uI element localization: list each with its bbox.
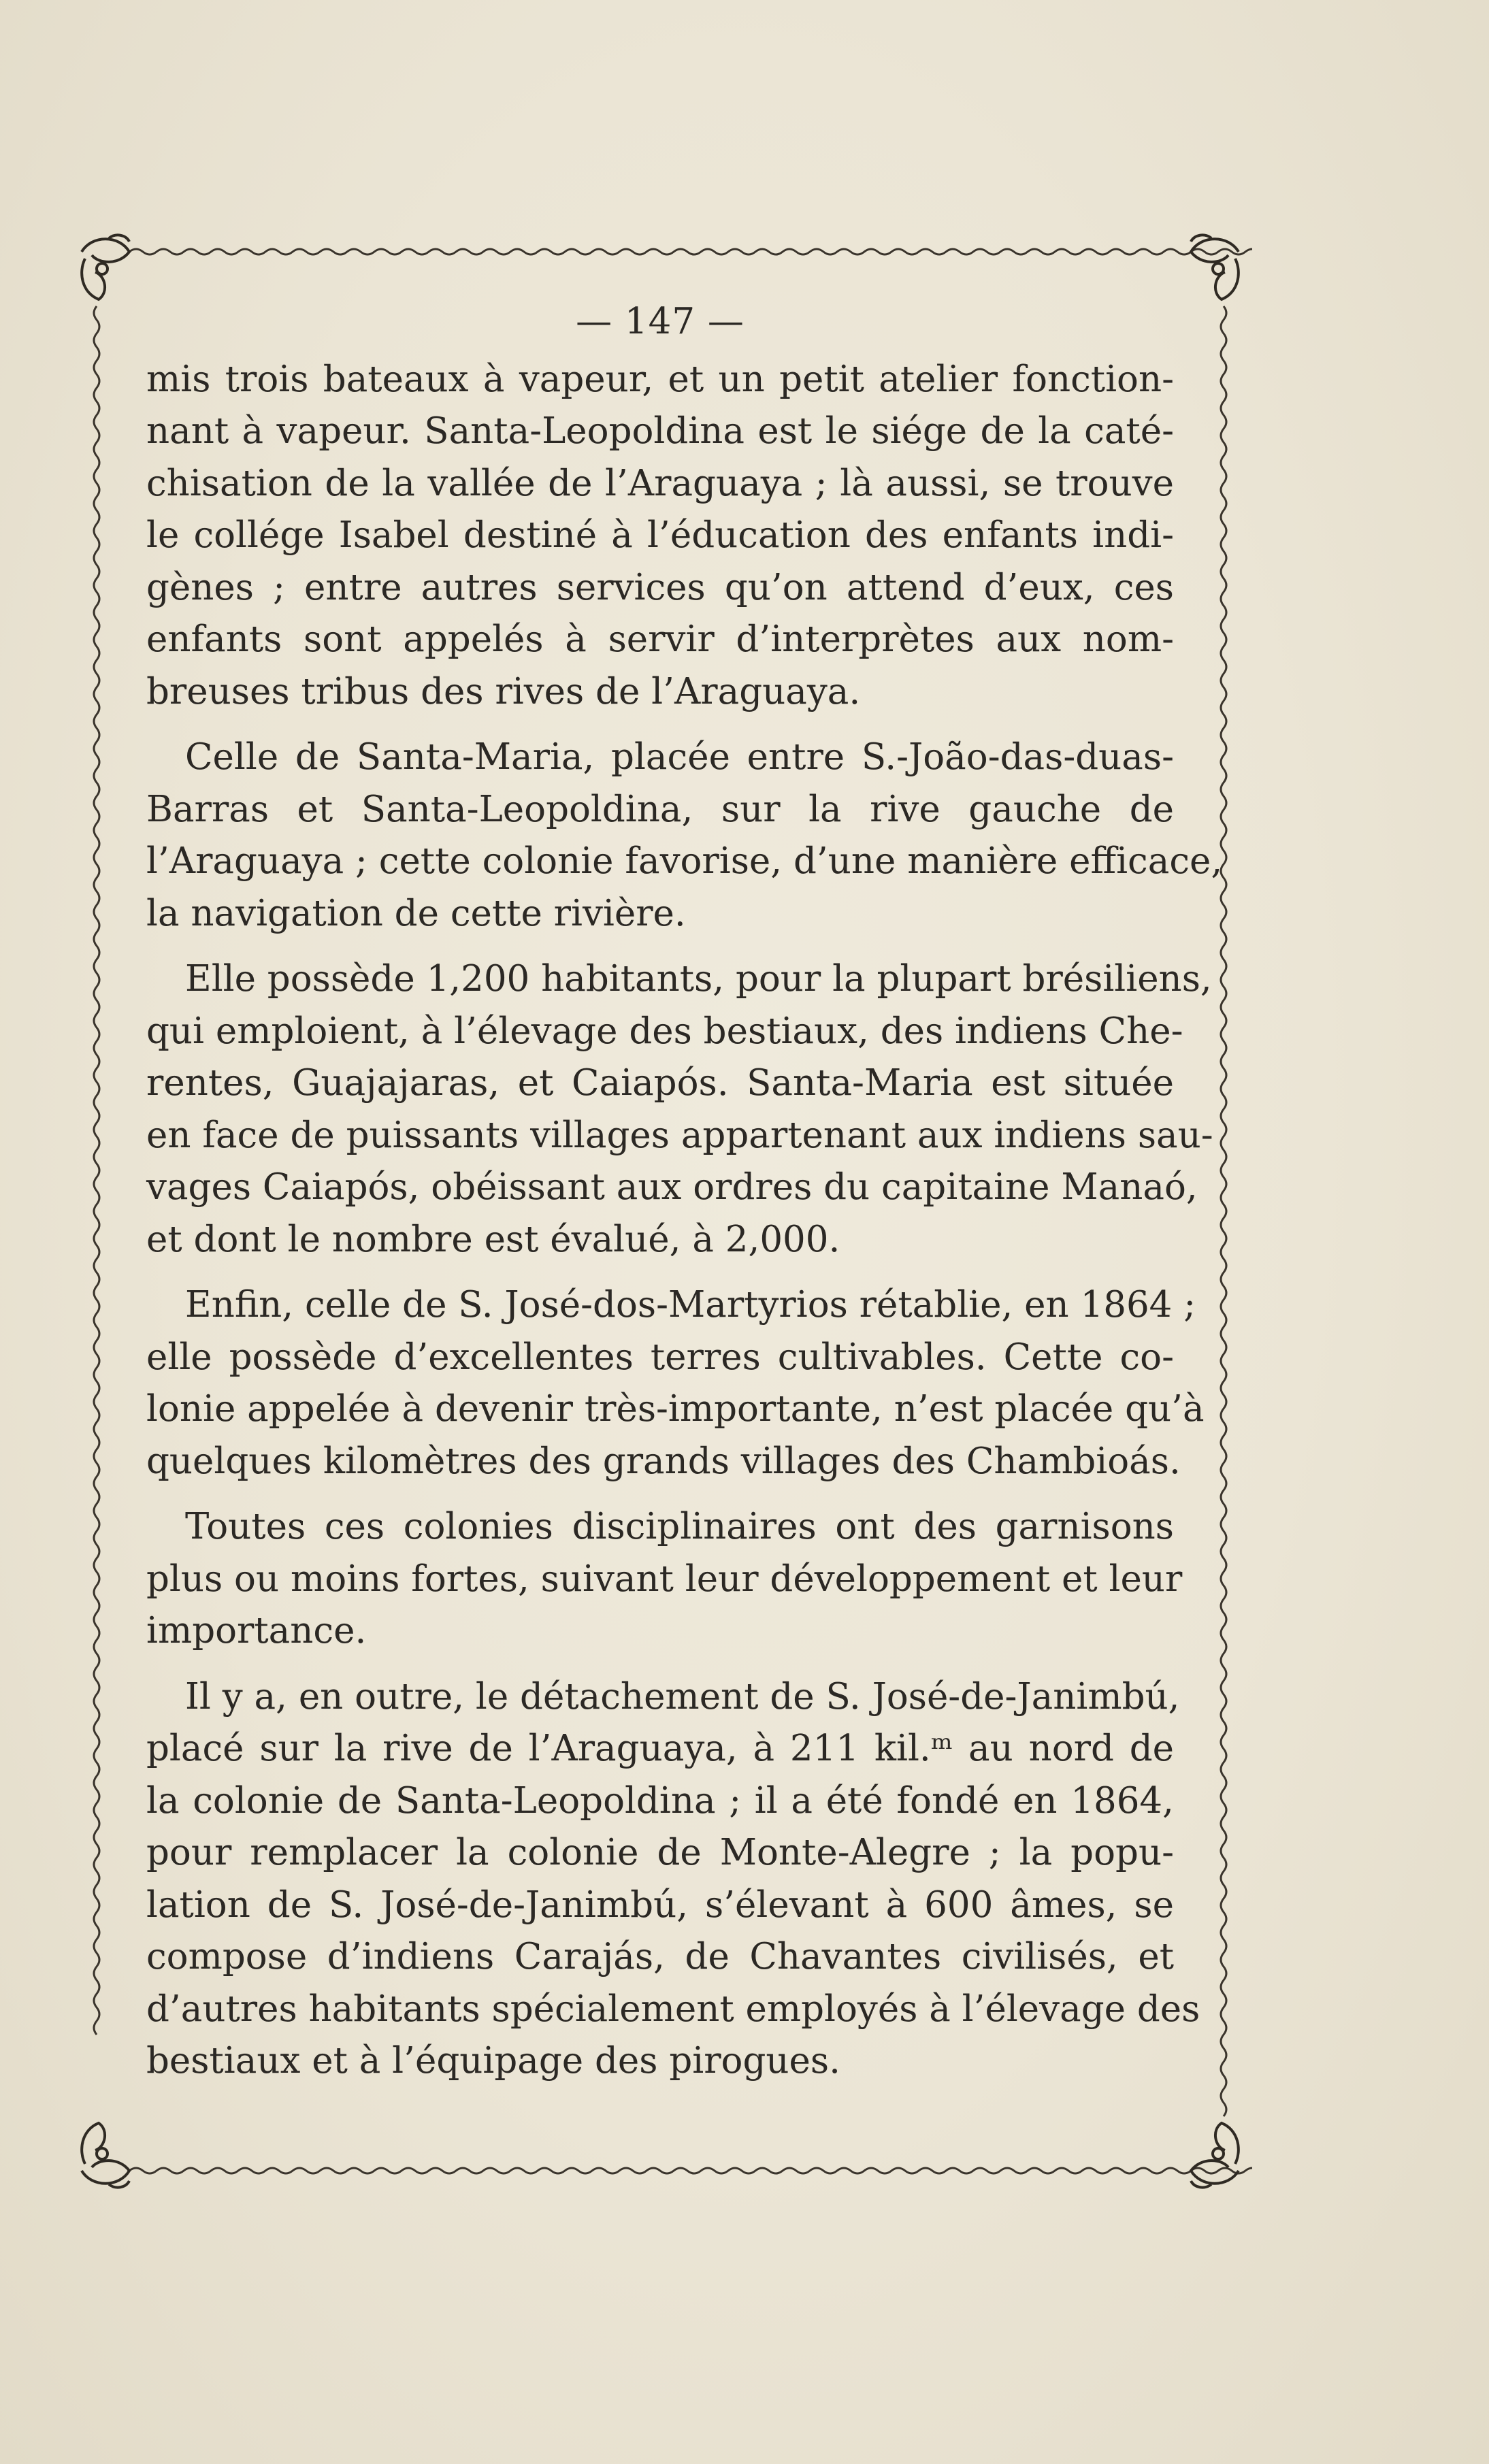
text-line: Elle possède 1,200 habitants, pour la plupart brésiliens, (185, 958, 1212, 1000)
corner-ornament-bottom-right (1191, 2123, 1239, 2188)
bottom-border-wave (129, 2168, 1252, 2173)
text-line: Enfin, celle de S. José-dos-Martyrios rétablie, en 1864 ; (185, 1284, 1196, 1326)
text-line: lonie appelée à devenir très-importante, n’est placée qu’à (146, 1388, 1205, 1430)
text-line: la navigation de cette rivière. (146, 892, 686, 934)
paragraph (146, 1671, 1200, 2088)
paragraph (146, 732, 1223, 940)
text-line: Celle de Santa-Maria, placée entre S.-João-das-duas- (185, 736, 1174, 778)
text-line: Barras et Santa-Leopoldina, sur la rive gauche de (146, 788, 1174, 830)
text-line: la colonie de Santa-Leopoldina ; il a été fondé en 1864, (146, 1779, 1174, 1822)
paragraph (146, 1279, 1205, 1488)
text-line: d’autres habitants spécialement employés à l’élevage des (146, 1988, 1200, 2030)
text-line: chisation de la vallée de l’Araguaya ; là aussi, se trouve (146, 462, 1174, 504)
left-border-wave (94, 306, 99, 2035)
text-line: compose d’indiens Carajás, de Chavantes civilisés, et (146, 1936, 1174, 1977)
text-line: et dont le nombre est évalué, à 2,000. (146, 1218, 840, 1260)
text-line: elle possède d’excellentes terres cultivables. Cette co- (146, 1336, 1174, 1378)
text-line: nant à vapeur. Santa-Leopoldina est le siége de la caté- (146, 410, 1174, 452)
page-text (146, 296, 1223, 2101)
text-line: vages Caiapós, obéissant aux ordres du capitaine Manaó, (146, 1166, 1198, 1208)
text-line: en face de puissants villages appartenant aux indiens sau- (146, 1114, 1213, 1156)
text-line: breuses tribus des rives de l’Araguaya. (146, 670, 861, 712)
text-line: enfants sont appelés à servir d’interprètes aux nom- (146, 619, 1174, 660)
text-line: pour remplacer la colonie de Monte-Alegre ; la popu- (146, 1832, 1174, 1873)
text-line: Il y a, en outre, le détachement de S. José-de-Janimbú, (185, 1675, 1180, 1718)
text-line: Toutes ces colonies disciplinaires ont des garnisons (185, 1506, 1174, 1547)
corner-ornament-bottom-left (82, 2123, 129, 2188)
text-line: placé sur la rive de l’Araguaya, à 211 kil.ᵐ au nord de (146, 1728, 1174, 1769)
paragraph (146, 354, 1174, 719)
text-line: bestiaux et à l’équipage des pirogues. (146, 2040, 840, 2082)
corner-ornament-top-right (1191, 235, 1239, 299)
text-line: lation de S. José-de-Janimbú, s’élevant à 600 âmes, se (146, 1884, 1174, 1926)
text-line: mis trois bateaux à vapeur, et un petit atelier fonction- (146, 358, 1174, 400)
top-border-wave (129, 249, 1252, 254)
corner-ornament-top-left (82, 235, 129, 299)
text-line: gènes ; entre autres services qu’on attend d’eux, ces (146, 566, 1174, 608)
text-line: importance. (146, 1610, 367, 1652)
right-border-wave (1221, 306, 1226, 2116)
paragraph (146, 1501, 1183, 1658)
text-line: l’Araguaya ; cette colonie favorise, d’une manière efficace, (146, 840, 1223, 882)
paragraph (146, 953, 1213, 1266)
text-line: quelques kilomètres des grands villages des Chambioás. (146, 1440, 1181, 1482)
text-line: qui emploient, à l’élevage des bestiaux, des indiens Che- (146, 1010, 1183, 1052)
text-line: rentes, Guajajaras, et Caiapós. Santa-Maria est située (146, 1062, 1174, 1104)
text-line: plus ou moins fortes, suivant leur développement et leur (146, 1558, 1183, 1600)
page-number: — 147 — (576, 301, 744, 342)
text-line: le collége Isabel destiné à l’éducation des enfants indi- (146, 514, 1174, 556)
paragraphs-container (146, 354, 1223, 2088)
